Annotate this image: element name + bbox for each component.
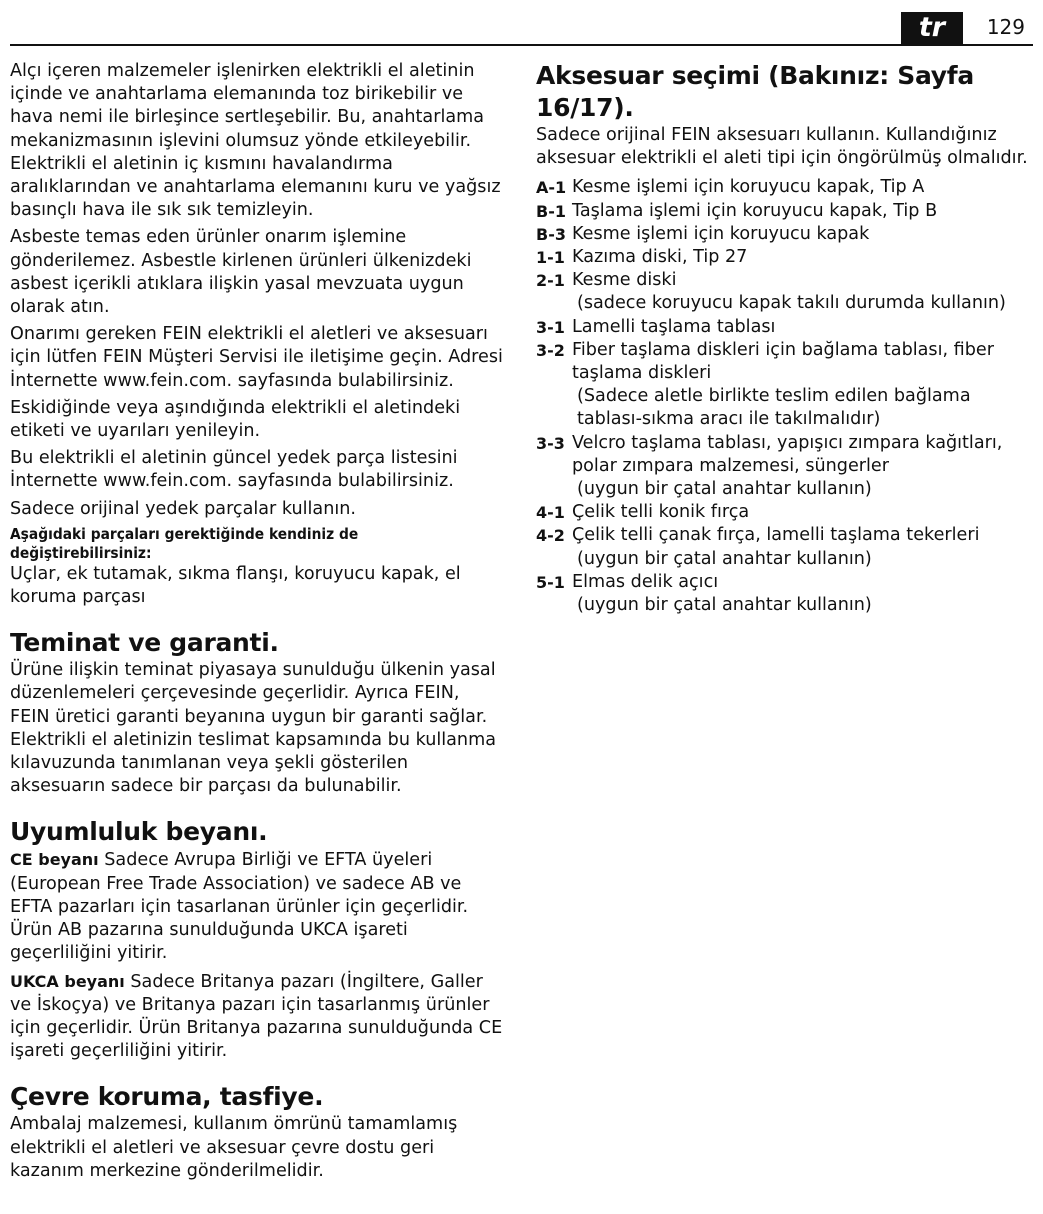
accessory-item [536, 176, 1036, 199]
accessory-item [536, 524, 1036, 570]
right-column [536, 60, 1036, 617]
accessory-item [536, 316, 1036, 339]
accessory-item [536, 223, 1036, 246]
accessory-note: (uygun bir çatal anahtar kullanın) [577, 479, 872, 500]
accessory-code: B-1 [536, 201, 566, 221]
ukca-label: UKCA beyanı [10, 971, 125, 991]
accessory-text: Çelik telli çanak fırça, lamelli taşlama tekerleri [572, 525, 980, 546]
paragraph-original-parts: Sadece orijinal yedek parçalar kullanın. [10, 498, 356, 519]
page-header [10, 0, 1033, 46]
environment-text: Ambalaj malzemesi, kullanım ömrünü tamamlamış elektrikli el aletleri ve aksesuar çevre dostu geri kazanım merkezine gönderilmelidir. [10, 1114, 458, 1181]
language-tab: tr [901, 12, 963, 44]
paragraph-asbestos: Asbeste temas eden ürünler onarım işlemine gönderilemez. Asbestle kirlenen ürünleri ülkenizdeki asbest içerikli atıklara ilişkin yasal mevzuata uygun olarak atın. [10, 227, 472, 318]
environment-title: Çevre koruma, tasfiye. [10, 1082, 324, 1112]
warranty-text: Ürüne ilişkin teminat piyasaya sunulduğu ülkenin yasal düzenlemeleri çerçevesinde geçerlidir. Ayrıca FEIN, FEIN üretici garanti beyanına uygun bir garanti sağlar. Elektrikli el aletinizin teslimat kapsamında bu kullanma kılavuzunda tanımlanan veya şekli gösterilen aksesuarın sadece bir parçası da bulunabilir. [10, 660, 496, 797]
accessory-intro: Sadece orijinal FEIN aksesuarı kullanın. Kullandığınız aksesuar elektrikli el aleti tipi için öngörülmüş olmalıdır. [536, 125, 1028, 169]
accessory-code: 3-2 [536, 340, 565, 360]
accessory-code: 4-1 [536, 503, 565, 523]
accessory-code: B-3 [536, 224, 566, 244]
accessory-note: (uygun bir çatal anahtar kullanın) [577, 548, 872, 569]
accessory-code: 3-1 [536, 317, 565, 337]
accessory-item [536, 269, 1036, 315]
accessory-item [536, 200, 1036, 223]
accessory-code: 2-1 [536, 271, 565, 291]
accessory-item [536, 571, 1036, 617]
replaceable-parts-text: Uçlar, ek tutamak, sıkma flanşı, koruyucu kapak, el koruma parçası [10, 563, 461, 608]
environment-section [10, 1081, 504, 1183]
paragraph-labels: Eskidiğinde veya aşındığında elektrikli el aletindeki etiketi ve uyarıları yenileyin. [10, 397, 461, 442]
accessory-text: Elmas delik açıcı [572, 571, 719, 592]
accessory-item [536, 246, 1036, 269]
accessory-list [536, 176, 1036, 617]
accessory-code: 4-2 [536, 526, 565, 546]
accessory-text: Kazıma diski, Tip 27 [572, 247, 748, 268]
accessory-title: Aksesuar seçimi (Bakınız: Sayfa 16/17). [536, 61, 974, 122]
accessory-text: Çelik telli konik fırça [572, 502, 750, 523]
page-number: 129 [986, 15, 1025, 39]
accessory-text: Kesme işlemi için koruyucu kapak, Tip A [572, 177, 925, 198]
ce-declaration [10, 848, 504, 965]
accessory-code: A-1 [536, 178, 567, 198]
accessory-note: (sadece koruyucu kapak takılı durumda kullanın) [577, 293, 1006, 314]
conformity-section [10, 816, 504, 1063]
accessory-text: Kesme işlemi için koruyucu kapak [572, 223, 870, 244]
paragraph-repair-service: Onarımı gereken FEIN elektrikli el aletleri ve aksesuarı için lütfen FEIN Müşteri Servisi ile iletişime geçin. Adresi İnternette www.fein.com. sayfasında bulabilirsiniz. [10, 324, 503, 391]
conformity-title: Uyumluluk beyanı. [10, 817, 268, 847]
paragraph-spare-parts-list: Bu elektrikli el aletinin güncel yedek parça listesini İnternette www.fein.com. sayfasında bulabilirsiniz. [10, 448, 458, 492]
warranty-section [10, 627, 504, 798]
accessory-text: Taşlama işlemi için koruyucu kapak, Tip B [572, 200, 938, 221]
accessory-note: (Sadece aletle birlikte teslim edilen bağlama tablası-sıkma aracı ile takılmalıdır) [577, 386, 971, 430]
accessory-item [536, 501, 1036, 524]
accessory-item [536, 339, 1036, 432]
header-rule [10, 44, 1033, 46]
warranty-title: Teminat ve garanti. [10, 628, 279, 658]
accessory-code: 3-3 [536, 433, 565, 453]
ce-label: CE beyanı [10, 850, 99, 870]
ukca-declaration [10, 970, 504, 1064]
accessory-text: Fiber taşlama diskleri için bağlama tablası, fiber taşlama diskleri [572, 339, 994, 384]
replaceable-parts-heading: Aşağıdaki parçaları gerektiğinde kendiniz de değiştirebilirsiniz: [10, 524, 359, 562]
accessory-note: (uygun bir çatal anahtar kullanın) [577, 595, 872, 616]
accessory-item [536, 432, 1036, 502]
accessory-code: 1-1 [536, 248, 565, 268]
accessory-code: 5-1 [536, 572, 565, 592]
ukca-text: Sadece Britanya pazarı (İngiltere, Galler ve İskoçya) ve Britanya pazarı için tasarlanmış ürünler için geçerlidir. Ürün Britanya pazarına sunulduğunda CE işareti geçerliliğini yitirir. [10, 971, 503, 1062]
paragraph-plaster-dust: Alçı içeren malzemeler işlenirken elektrikli el aletinin içinde ve anahtarlama elemanında toz birikebilir ve hava nemi ile birleşince sertleşebilir. Bu, anahtarlama mekanizmasının işlevini olumsuz yönde etkileyebilir. Elektrikli el aletinin iç kısmını havalandırma aralıklarından ve anahtarlama elemanını kuru ve yağsız basınçlı hava ile sık sık temizleyin. [10, 61, 501, 221]
accessory-text: Kesme diski [572, 270, 677, 291]
left-column [10, 60, 504, 1183]
ce-text: Sadece Avrupa Birliği ve EFTA üyeleri (European Free Trade Association) ve sadece AB ve EFTA pazarları için tasarlanan ürünler için geçerlidir. Ürün AB pazarına sunulduğunda UKCA işareti geçerliliğini yitirir. [10, 850, 469, 964]
accessory-text: Lamelli taşlama tablası [572, 316, 776, 337]
accessory-text: Velcro taşlama tablası, yapışıcı zımpara kağıtları, polar zımpara malzemesi, süngerler [572, 432, 1003, 476]
